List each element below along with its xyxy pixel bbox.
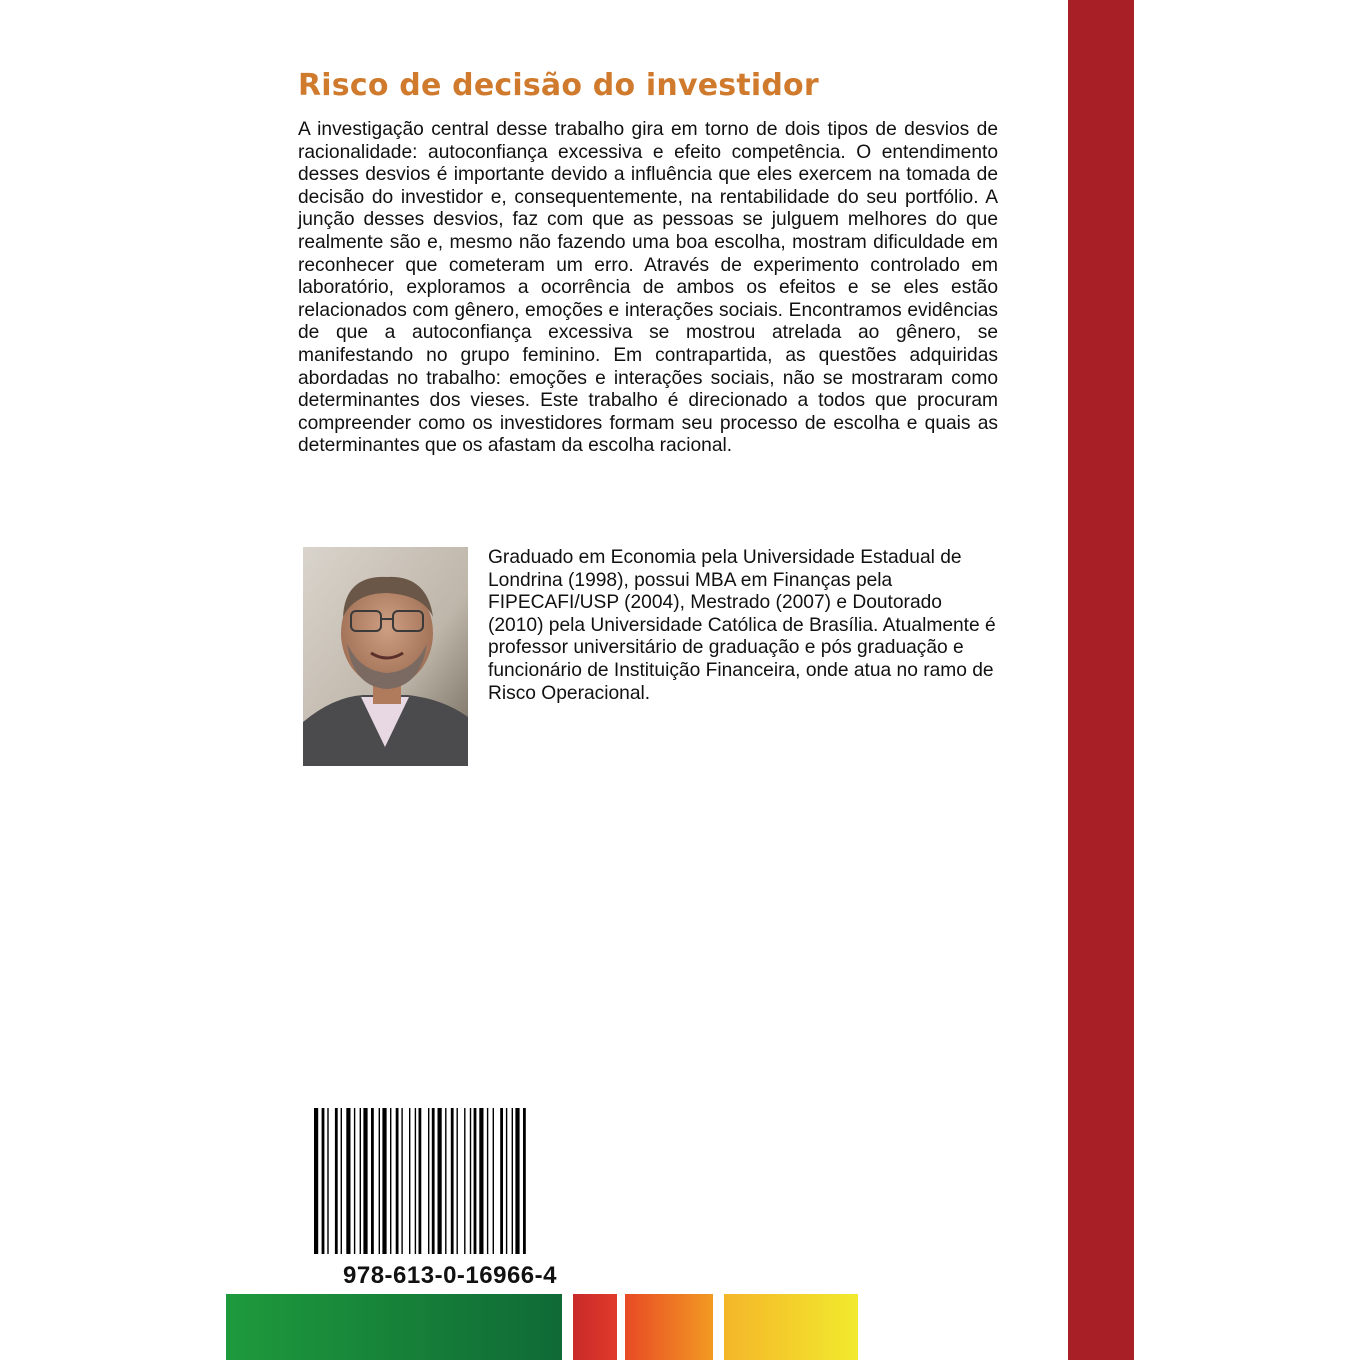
barcode-bar	[415, 1108, 416, 1254]
barcode-bar	[487, 1108, 488, 1254]
barcode-bar	[474, 1108, 477, 1254]
barcode-bar	[314, 1108, 318, 1254]
barcode-bar	[470, 1108, 471, 1254]
barcode-bar	[363, 1108, 367, 1254]
author-photo	[303, 547, 468, 766]
barcode-bar	[390, 1108, 391, 1254]
color-stripe-red	[573, 1294, 617, 1360]
barcode-bar	[354, 1108, 355, 1254]
barcode-bar	[515, 1108, 519, 1254]
barcode-bar	[379, 1108, 380, 1254]
barcode-bar	[506, 1108, 507, 1254]
color-stripe-green	[226, 1294, 562, 1360]
book-spine	[1068, 0, 1134, 1360]
barcode-bar	[451, 1108, 454, 1254]
barcode-bar	[409, 1108, 410, 1254]
barcode-bar	[457, 1108, 458, 1254]
barcode-bar	[500, 1108, 503, 1254]
color-stripe-orange	[625, 1294, 713, 1360]
barcode-bar	[445, 1108, 446, 1254]
barcode-bar	[401, 1108, 402, 1254]
author-bio: Graduado em Economia pela Universidade Estadual de Londrina (1998), possui MBA em Finanças pela FIPECAFI/USP (2004), Mestrado (2007) e Doutorado (2010) pela Universidade Católica de Brasília. Atualmente é professor universitário de graduação e pós graduação e funcionário de Instituição Financeira, onde atua no ramo de Risco Operacional.	[488, 547, 996, 704]
barcode-bar	[438, 1108, 442, 1254]
barcode-bar	[396, 1108, 399, 1254]
isbn-number: 978-613-0-16966-4	[343, 1262, 557, 1289]
barcode-bar	[360, 1108, 361, 1254]
isbn-barcode	[310, 1108, 590, 1254]
barcode-bar	[371, 1108, 374, 1254]
barcode-bar	[512, 1108, 513, 1254]
barcode-bar	[464, 1108, 465, 1254]
book-title: Risco de decisão do investidor	[298, 68, 819, 103]
barcode-bar	[327, 1108, 328, 1254]
barcode-bar	[346, 1108, 350, 1254]
barcode-bar	[335, 1108, 338, 1254]
barcode-bar	[341, 1108, 342, 1254]
barcode-bar	[419, 1108, 422, 1254]
barcode-bar	[432, 1108, 435, 1254]
barcode-bar	[382, 1108, 386, 1254]
barcode-bar	[523, 1108, 526, 1254]
color-stripe-yellow	[724, 1294, 858, 1360]
barcode-bar	[322, 1108, 325, 1254]
book-abstract: A investigação central desse trabalho gira em torno de dois tipos de desvios de racionalidade: autoconfiança excessiva e efeito competência. O entendimento desses desvios é importante devido a influência que eles exercem na tomada de decisão do investidor e, consequentemente, na rentabilidade do seu portfólio. A junção desses desvios, faz com que as pessoas se julguem melhores do que realmente são e, mesmo não fazendo uma boa escolha, mostram dificuldade em reconhecer que cometeram um erro. Através de experimento controlado em laboratório, exploramos a ocorrência de ambos os efeitos e se eles estão relacionados com gênero, emoções e interações sociais. Encontramos evidências de que a autoconfiança excessiva se mostrou atrelada ao gênero, se manifestando no grupo feminino. Em contrapartida, as questões adquiridas abordadas no trabalho: emoções e interações sociais, não se mostraram como determinantes dos vieses. Este trabalho é direcionado a todos que procuram compreender como os investidores formam seu processo de escolha e quais as determinantes que os afastam da escolha racional.	[298, 119, 998, 457]
barcode-bar	[479, 1108, 483, 1254]
barcode-bar	[493, 1108, 494, 1254]
barcode-bar	[428, 1108, 429, 1254]
